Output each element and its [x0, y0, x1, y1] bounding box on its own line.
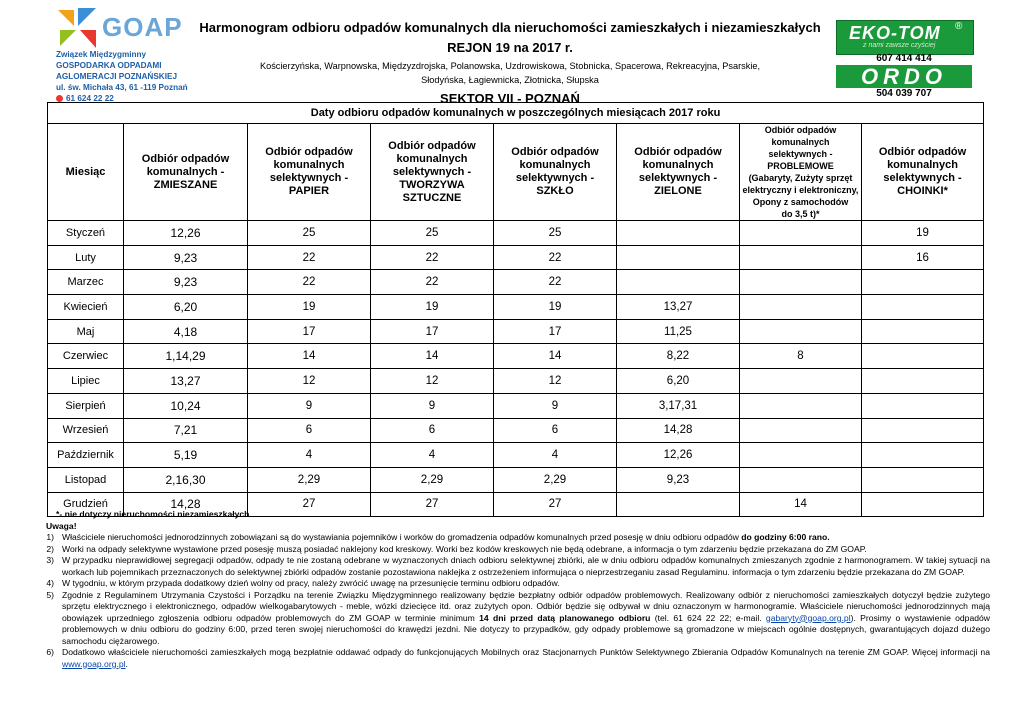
- contractor-logos: [836, 20, 972, 98]
- date-cell: 9,23: [617, 467, 740, 492]
- note-link[interactable]: www.goap.org.pl: [62, 658, 126, 669]
- date-cell: [740, 393, 862, 418]
- date-cell: 11,25: [617, 319, 740, 344]
- month-cell: Luty: [48, 245, 124, 270]
- month-cell: Grudzień: [48, 492, 124, 517]
- date-cell: 13,27: [124, 369, 248, 394]
- date-cell: 22: [494, 245, 617, 270]
- month-cell: Wrzesień: [48, 418, 124, 443]
- column-header-line: SZKŁO: [536, 185, 574, 197]
- logo-line: Związek Międzygminny: [56, 50, 147, 59]
- date-cell: 4: [248, 443, 371, 468]
- column-header: [371, 124, 494, 221]
- date-cell: 12: [494, 369, 617, 394]
- ordo-phone: 504 039 707: [876, 88, 932, 99]
- date-cell: [740, 369, 862, 394]
- date-cell: [740, 221, 862, 246]
- note-span: ). Prosimy o wystawienie odpadów problemowych w dniu odbioru do godziny 6:00, przed teren swojej nieruchomości do krawędzi jezdni. Nie dotyczy to przypadków, gdy odpady problemowe są gromadzone w miejscach ogólnie dostępnych, gwarantujących dojazd dużego samochodu ciężarowego.: [62, 612, 991, 646]
- column-header-line: CHOINKI*: [897, 185, 948, 197]
- date-cell: 12: [371, 369, 494, 394]
- column-header-line: Odbiór odpadów: [265, 146, 353, 158]
- date-cell: 14: [494, 344, 617, 369]
- note-span: W tygodniu, w którym przypada dodatkowy dzień wolny od pracy, należy zwrócić uwagę na przesunięcie terminu odbioru odpadów.: [62, 578, 560, 588]
- date-cell: 6: [494, 418, 617, 443]
- column-header-line: komunalnych: [887, 159, 958, 171]
- date-cell: 5,19: [124, 443, 248, 468]
- date-cell: 7,21: [124, 418, 248, 443]
- date-cell: 17: [494, 319, 617, 344]
- column-header-line: selektywnych -: [515, 172, 595, 184]
- column-header-line: elektryczny i elektroniczny,: [742, 185, 859, 195]
- date-cell: 2,29: [371, 467, 494, 492]
- date-cell: 4: [371, 443, 494, 468]
- date-cell: 12,26: [124, 221, 248, 246]
- month-cell: Lipiec: [48, 369, 124, 394]
- ordo-logo: [836, 65, 972, 88]
- date-cell: 27: [371, 492, 494, 517]
- table-row: [48, 319, 984, 344]
- streets-line: Słodyńska, Łagiewnicka, Złotnicka, Słupska: [421, 75, 599, 85]
- month-cell: Czerwiec: [48, 344, 124, 369]
- date-cell: 27: [494, 492, 617, 517]
- column-header-line: do 3,5 t)*: [781, 209, 820, 219]
- date-cell: 22: [248, 270, 371, 295]
- column-header-line: Odbiór odpadów: [764, 125, 837, 135]
- table-row: [48, 467, 984, 492]
- note-number: 5): [46, 589, 54, 600]
- date-cell: 9: [494, 393, 617, 418]
- note-item: [40, 532, 990, 544]
- column-header-line: selektywnych -: [269, 172, 349, 184]
- date-cell: 16: [862, 245, 984, 270]
- eko-tom-name: EKO-TOM: [849, 23, 941, 43]
- date-cell: 6: [371, 418, 494, 443]
- eko-tom-logo: [836, 20, 974, 55]
- column-header-line: Odbiór odpadów: [511, 146, 599, 158]
- note-number: 2): [46, 543, 54, 554]
- date-cell: 22: [248, 245, 371, 270]
- notes-list: [40, 532, 990, 670]
- note-item: [40, 590, 990, 648]
- month-cell: Październik: [48, 443, 124, 468]
- column-header-line: Odbiór odpadów: [634, 146, 722, 158]
- column-header-line: komunalnych: [396, 152, 468, 165]
- streets-list: [190, 59, 830, 87]
- date-cell: 19: [371, 295, 494, 320]
- note-link[interactable]: gabaryty@goap.org.pl: [765, 612, 851, 623]
- date-cell: 25: [494, 221, 617, 246]
- date-cell: [740, 443, 862, 468]
- note-number: 4): [46, 578, 54, 588]
- eko-tom-phone: 607 414 414: [876, 53, 932, 64]
- region-title: REJON 19 na 2017 r.: [447, 40, 573, 55]
- column-headers: [48, 124, 984, 221]
- date-cell: [740, 319, 862, 344]
- phone-icon: [56, 95, 63, 102]
- date-cell: 22: [494, 270, 617, 295]
- note-number: 1): [46, 532, 54, 542]
- column-header: [248, 124, 371, 221]
- notes-heading: Uwaga!: [46, 520, 77, 531]
- date-cell: [862, 369, 984, 394]
- date-cell: 9: [248, 393, 371, 418]
- column-header-line: (Gabaryty, Zużyty sprzęt: [748, 173, 853, 183]
- date-cell: 2,16,30: [124, 467, 248, 492]
- note-text: [62, 544, 990, 556]
- date-cell: 6: [248, 418, 371, 443]
- note-span: .: [125, 658, 128, 669]
- note-text: [62, 578, 990, 590]
- date-cell: 22: [371, 245, 494, 270]
- column-header-line: selektywnych -: [392, 165, 472, 178]
- date-cell: 27: [248, 492, 371, 517]
- date-cell: 25: [371, 221, 494, 246]
- date-cell: [740, 270, 862, 295]
- date-cell: [740, 467, 862, 492]
- date-cell: 14,28: [124, 492, 248, 517]
- date-cell: 19: [862, 221, 984, 246]
- table-row: [48, 344, 984, 369]
- date-cell: 14: [248, 344, 371, 369]
- month-cell: Kwiecień: [48, 295, 124, 320]
- date-cell: [617, 245, 740, 270]
- date-cell: 19: [248, 295, 371, 320]
- logo-line: ul. św. Michała 43, 61 -119 Poznań: [56, 83, 188, 92]
- note-number: 3): [46, 555, 54, 565]
- note-text: [62, 532, 990, 544]
- note-span: (tel. 61 624 22 22; e-mail.: [650, 612, 766, 623]
- date-cell: 3,17,31: [617, 393, 740, 418]
- date-cell: [862, 393, 984, 418]
- date-cell: [862, 443, 984, 468]
- goap-logo: [56, 6, 186, 102]
- date-cell: 8,22: [617, 344, 740, 369]
- date-cell: 12: [248, 369, 371, 394]
- sector-title: SEKTOR VII - POZNAŃ: [440, 91, 580, 106]
- month-cell: Maj: [48, 319, 124, 344]
- document-title: Harmonogram odbioru odpadów komunalnych dla nieruchomości zamieszkałych i niezamieszkałych: [199, 20, 821, 35]
- date-cell: 17: [371, 319, 494, 344]
- month-cell: Styczeń: [48, 221, 124, 246]
- note-item: [40, 544, 990, 556]
- note-text: [62, 590, 990, 648]
- table-row: [48, 443, 984, 468]
- column-header-line: TWORZYWA SZTUCZNE: [399, 178, 465, 204]
- date-cell: [862, 418, 984, 443]
- date-cell: [740, 295, 862, 320]
- note-text: [62, 647, 990, 670]
- date-cell: 13,27: [617, 295, 740, 320]
- notes-section: [40, 509, 990, 670]
- schedule-table: [47, 102, 984, 517]
- logo-phone-number: 61 624 22 22: [66, 94, 114, 103]
- ordo-name: ORDO: [861, 64, 947, 89]
- column-header-line: PROBLEMOWE: [767, 161, 834, 171]
- date-cell: [862, 319, 984, 344]
- table-row: [48, 295, 984, 320]
- column-header-line: komunalnych -: [146, 165, 225, 178]
- date-cell: [862, 344, 984, 369]
- date-cell: 2,29: [494, 467, 617, 492]
- table-row: [48, 245, 984, 270]
- date-cell: 10,24: [124, 393, 248, 418]
- note-item: [40, 555, 990, 578]
- note-item: [40, 647, 990, 670]
- date-cell: 6,20: [617, 369, 740, 394]
- table-caption: Daty odbioru odpadów komunalnych w poszczególnych miesiącach 2017 roku: [48, 103, 984, 124]
- note-text: [62, 555, 990, 578]
- footnote-star: *- nie dotyczy nieruchomości niezamieszkałych: [56, 509, 250, 519]
- note-span: W przypadku nieprawidłowej segregacji odpadów, odpady te nie zostaną odebrane w wyznaczonych dniach odbioru selektywnej zbiórki, ale w dniu odbioru odpadów komunalnych zmieszanych zgodnie z harmonogramem. W takiej sytuacji na workach lub pojemnikach przeznaczonych do selektywnej zbiórki odpadów zostanie pozostawiona naklejka z ostrzeżeniem informująca o nieprzestrzeganiu zasad Regulaminu. informacja o tym zdarzeniu będzie przekazana do ZM GOAP.: [62, 555, 990, 577]
- note-emphasis: do godziny 6:00 rano.: [741, 532, 830, 542]
- date-cell: 9,23: [124, 245, 248, 270]
- logo-line: GOSPODARKA ODPADAMI: [56, 61, 162, 70]
- date-cell: 9,23: [124, 270, 248, 295]
- logo-line: AGLOMERACJI POZNAŃSKIEJ: [56, 72, 178, 81]
- month-cell: Marzec: [48, 270, 124, 295]
- note-span: Dodatkowo właściciele nieruchomości zamieszkałych mogą bezpłatnie oddawać odpady do funkcjonujących Mobilnych oraz Stacjonarnych Punktów Selektywnego Zbierania Odpadów Komunalnych na terenie ZM GOAP. Więcej informacji na: [62, 647, 990, 657]
- streets-line: Kościerzyńska, Warpnowska, Międzyzdrojska, Polanowska, Uzdrowiskowa, Stobnicka, Spacerowa, Rekreacyjna, Psarskie,: [259, 61, 761, 71]
- column-header: [740, 124, 862, 221]
- date-cell: 14: [371, 344, 494, 369]
- table-row: [48, 393, 984, 418]
- logo-brand: GOAP: [102, 12, 183, 42]
- date-cell: 9: [371, 393, 494, 418]
- date-cell: 4,18: [124, 319, 248, 344]
- date-cell: [740, 245, 862, 270]
- date-cell: 8: [740, 344, 862, 369]
- column-header-line: Odbiór odpadów: [388, 139, 476, 152]
- column-header-line: Opony z samochodów: [752, 197, 849, 207]
- date-cell: 22: [371, 270, 494, 295]
- month-cell: Listopad: [48, 467, 124, 492]
- note-span: Worki na odpady selektywne wystawione przed posesję muszą posiadać naklejony kod kreskowy. Worki bez kodów kreskowych nie będą odebrane, a informacja o tym zdarzeniu będzie przekazana do ZM GOAP.: [62, 543, 867, 554]
- column-header-line: ZIELONE: [654, 185, 702, 197]
- note-number: 6): [46, 647, 54, 657]
- column-header-line: selektywnych -: [883, 172, 962, 184]
- date-cell: 14,28: [617, 418, 740, 443]
- table-row: [48, 369, 984, 394]
- table-row: [48, 418, 984, 443]
- date-cell: 2,29: [248, 467, 371, 492]
- date-cell: [617, 221, 740, 246]
- note-item: [40, 578, 990, 590]
- document-header: [190, 20, 830, 106]
- date-cell: 1,14,29: [124, 344, 248, 369]
- column-header-line: komunalnych: [519, 159, 591, 171]
- note-span: Właściciele nieruchomości jednorodzinnych zobowiązani są do wystawiania pojemników i worków do gromadzenia odpadów komunalnych przed posesję w dniu odbioru odpadów: [62, 532, 742, 542]
- month-cell: Sierpień: [48, 393, 124, 418]
- date-cell: [862, 467, 984, 492]
- column-header-line: selektywnych -: [638, 172, 718, 184]
- note-emphasis: 14 dni przed datą planowanego odbioru: [479, 612, 651, 623]
- column-header-line: komunalnych selektywnych -: [768, 137, 833, 159]
- date-cell: [740, 418, 862, 443]
- date-cell: 6,20: [124, 295, 248, 320]
- date-cell: [862, 270, 984, 295]
- column-header: [494, 124, 617, 221]
- date-cell: 19: [494, 295, 617, 320]
- column-header-line: Odbiór odpadów: [141, 152, 230, 165]
- column-header-line: komunalnych: [642, 159, 714, 171]
- column-header: [617, 124, 740, 221]
- eko-tom-registered: ®: [955, 21, 963, 32]
- date-cell: [862, 295, 984, 320]
- column-header-line: Odbiór odpadów: [878, 146, 967, 158]
- column-header-line: komunalnych: [273, 159, 345, 171]
- date-cell: [617, 270, 740, 295]
- date-cell: 17: [248, 319, 371, 344]
- goap-mark-icon: [56, 6, 100, 50]
- table-row: [48, 221, 984, 246]
- date-cell: 25: [248, 221, 371, 246]
- eko-tom-slogan: z nami zawsze czyściej: [863, 42, 936, 49]
- column-header: [124, 124, 248, 221]
- table-row: [48, 270, 984, 295]
- column-header-line: PAPIER: [288, 185, 330, 197]
- column-header-month: Miesiąc: [48, 124, 124, 221]
- note-span: Zgodnie z Regulaminem Utrzymania Czystości i Porządku na terenie Związku Międzygminnego realizowany będzie bezpłatny odbiór odpadów problemowych. Realizowany odbiór z nieruchomości zamieszkałych dotyczył będzie zużytego sprzętu elektrycznego i elektronicznego, odpadów wielkogabarytowych - meble, wózki dziecięce itd. oraz zużytych opon. Odbiór będzie się odbywał w dniu oznaczonym w harmonogramie. Właściciele nieruchomości jednorodzinnych mają obowiązek uprzedniego zgłoszenia odbioru odpadów problemowych do ZM GOAP w terminie minimum: [62, 589, 990, 623]
- date-cell: 14: [740, 492, 862, 517]
- table-body: [48, 221, 984, 517]
- column-header-line: ZMIESZANE: [153, 178, 218, 191]
- column-header: [862, 124, 984, 221]
- date-cell: 4: [494, 443, 617, 468]
- date-cell: 12,26: [617, 443, 740, 468]
